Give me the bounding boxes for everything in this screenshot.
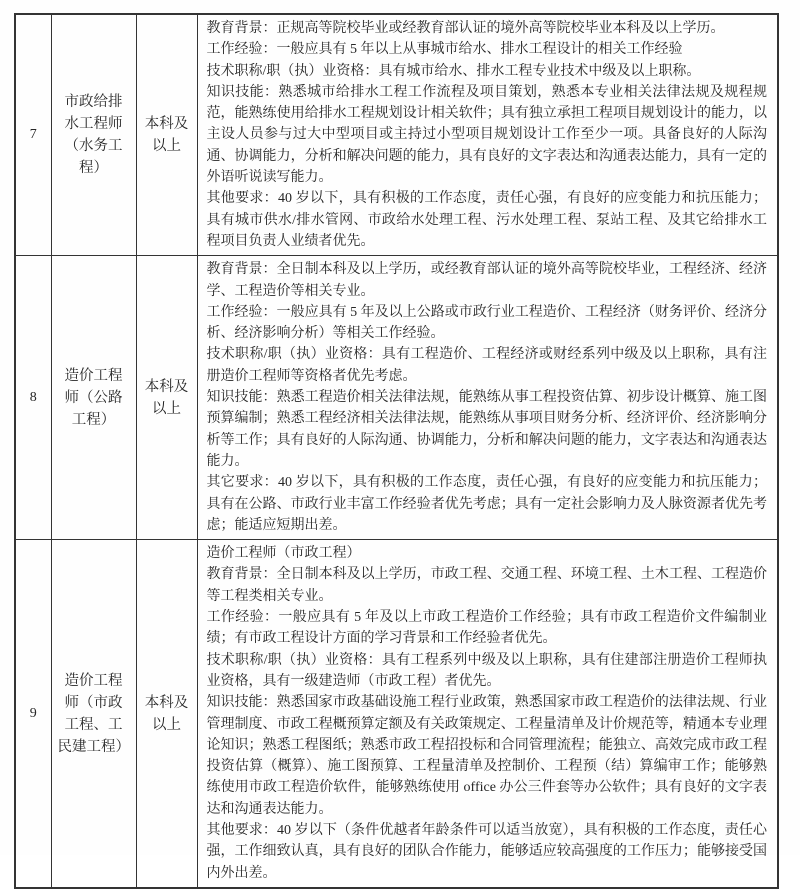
requirement-paragraph-subtitle: 造价工程师（市政工程） — [206, 546, 361, 562]
requirement-paragraph-experience: 工作经验：一般应具有 5 年及以上公路或市政行业工程造价、工程经济（财务评价、经济分析、经济影响分析）等相关工作经验。 — [206, 304, 767, 342]
job-title: 市政给排水工程师（水务工程） — [51, 14, 136, 256]
education-requirement: 本科及以上 — [136, 256, 197, 540]
job-title: 造价工程师（公路工程） — [51, 256, 136, 540]
table-row-job-9 — [15, 540, 778, 888]
table-row-job-7 — [15, 14, 778, 256]
table-row-job-8 — [15, 256, 778, 540]
requirement-paragraph-experience: 工作经验：一般应具有 5 年及以上市政工程造价工作经验；具有市政工程造价文件编制业绩；有市政工程设计方面的学习背景和工作经验者优先。 — [206, 610, 767, 647]
requirement-paragraph-education: 教育背景：正规高等院校毕业或经教育部认证的境外高等院校毕业本科及以上学历。 — [206, 21, 725, 36]
requirement-paragraph-other: 其他要求：40 岁以下（条件优越者年龄条件可以适当放宽），具有积极的工作态度，责任心强，工作细致认真，具有良好的团队合作能力，能够适应较高强度的工作压力；能够接受国内外出差。 — [206, 822, 767, 881]
requirement-paragraph-skills: 知识技能：熟悉城市给排水工程工作流程及项目策划，熟悉本专业相关法律法规及规程规范，能熟练使用给排水工程规划设计相关软件；具有独立承担工程项目规划设计的能力，以主设人员参与过大中型项目或主持过小型项目规划设计工作至少一项。具备良好的人际沟通、协调能力，分析和解决问题的能力，具有良好的文字表达和沟通表达能力，具有一定的外语听说读写能力。 — [206, 84, 767, 186]
requirement-paragraph-qualification: 技术职称/职（执）业资格：具有工程系列中级及以上职称，具有住建部注册造价工程师执业资格，具有一级建造师（市政工程）者优先。 — [206, 652, 767, 689]
requirement-paragraph-skills: 知识技能：熟悉国家市政基础设施工程行业政策，熟悉国家市政工程造价的法律法规、行业管理制度、市政工程概预算定额及有关政策规定、工程量清单及计价规范等，精通本专业理论知识；熟悉工程图纸；熟悉市政工程招投标和合同管理流程；能独立、高效完成市政工程投资估算（概算）、施工图预算、工程量清单及控制价、工程预（结）算编审工作；能够熟练使用市政工程造价软件，能够熟练使用 office 办公三件套等办公软件；具有良好的文字表达和沟通表达能力。 — [206, 695, 767, 817]
job-number: 9 — [15, 540, 51, 888]
job-requirements — [197, 256, 778, 540]
requirement-paragraph-other: 其他要求：40 岁以下，具有积极的工作态度，责任心强，有良好的应变能力和抗压能力；具有城市供水/排水管网、市政给水处理工程、污水处理工程、泵站工程、及其它给排水工程项目负责人业绩者优先。 — [206, 191, 767, 249]
job-number: 7 — [15, 14, 51, 256]
requirement-paragraph-experience: 工作经验：一般应具有 5 年以上从事城市给水、排水工程设计的相关工作经验 — [206, 42, 683, 58]
recruitment-table — [14, 13, 779, 889]
job-requirements — [197, 540, 778, 888]
requirement-paragraph-qualification: 技术职称/职（执）业资格：具有工程造价、工程经济或财经系列中级及以上职称，具有注册造价工程师等资格者优先考虑。 — [206, 347, 767, 384]
requirement-paragraph-education: 教育背景：全日制本科及以上学历，市政工程、交通工程、环境工程、土木工程、工程造价等工程类相关专业。 — [206, 567, 767, 604]
requirement-paragraph-qualification: 技术职称/职（执）业资格：具有城市给水、排水工程专业技术中级及以上职称。 — [206, 63, 701, 79]
requirement-paragraph-skills: 知识技能：熟悉工程造价相关法律法规，能熟练从事工程投资估算、初步设计概算、施工图预算编制；熟悉工程经济相关法律法规，能熟练从事项目财务分析、经济评价、经济影响分析等工作；具有良好的人际沟通、协调能力，分析和解决问题的能力，文字表达和沟通表达能力。 — [206, 390, 767, 469]
job-title: 造价工程师（市政工程、工民建工程） — [51, 540, 136, 888]
education-requirement: 本科及以上 — [136, 14, 197, 256]
requirement-paragraph-other: 其它要求：40 岁以下，具有积极的工作态度，责任心强，有良好的应变能力和抗压能力；具有在公路、市政行业丰富工作经验者优先考虑；具有一定社会影响力及人脉资源者优先考虑；能适应短期出差。 — [206, 475, 767, 533]
education-requirement: 本科及以上 — [136, 540, 197, 888]
requirement-paragraph-education: 教育背景：全日制本科及以上学历，或经教育部认证的境外高等院校毕业，工程经济、经济学、工程造价等相关专业。 — [206, 262, 767, 299]
job-number: 8 — [15, 256, 51, 540]
job-requirements — [197, 14, 778, 256]
